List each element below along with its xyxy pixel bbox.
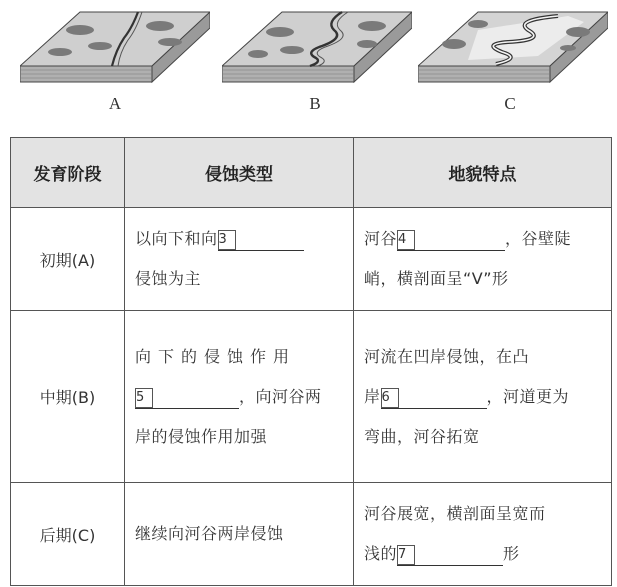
landform-late-text-pre: 河谷展宽，横剖面呈宽而 bbox=[364, 504, 546, 523]
answer-blank-3[interactable] bbox=[218, 230, 304, 251]
landform-early-text-mid: ，谷壁陡 bbox=[505, 229, 572, 248]
table-row bbox=[11, 208, 612, 311]
landform-middle-text-mid: ，河道更为 bbox=[486, 386, 570, 406]
erosion-late bbox=[125, 483, 354, 586]
blank-number-3: 3 bbox=[218, 230, 236, 250]
diagram-b bbox=[222, 8, 412, 90]
erosion-early-text-post: 侵蚀为主 bbox=[135, 269, 202, 288]
erosion-middle bbox=[125, 311, 354, 483]
erosion-middle-text-post1: ，向河谷两 bbox=[239, 386, 322, 406]
table-row bbox=[11, 483, 612, 586]
header-landform-features: 地貌特点 bbox=[354, 138, 612, 208]
blank-number-6: 6 bbox=[381, 388, 399, 408]
stage-late: 后期(C) bbox=[11, 483, 125, 586]
answer-blank-7[interactable] bbox=[397, 545, 503, 566]
header-erosion-type: 侵蚀类型 bbox=[125, 138, 354, 208]
diagram-a-label: A bbox=[108, 94, 122, 113]
landform-late-text-pre2: 浅的 bbox=[364, 544, 398, 563]
erosion-middle-text-pre: 向下的侵蚀作用 bbox=[135, 346, 297, 366]
landform-middle bbox=[354, 311, 612, 483]
landform-middle-text-pre2: 岸 bbox=[364, 386, 381, 406]
diagram-c bbox=[418, 8, 608, 90]
landform-late bbox=[354, 483, 612, 586]
answer-blank-5[interactable] bbox=[135, 388, 239, 409]
valley-diagrams bbox=[0, 0, 617, 125]
diagram-c-label: C bbox=[504, 94, 516, 113]
table-header-row bbox=[11, 138, 612, 208]
landform-middle-text-post: 弯曲，河谷拓宽 bbox=[364, 426, 480, 446]
landform-early-text-post: 峭，横剖面呈“V”形 bbox=[364, 269, 509, 288]
blank-number-5: 5 bbox=[135, 388, 153, 408]
answer-blank-4[interactable] bbox=[397, 230, 505, 251]
erosion-early bbox=[125, 208, 354, 311]
erosion-middle-text-post2: 岸的侵蚀作用加强 bbox=[135, 426, 268, 446]
landform-late-text-post: 形 bbox=[503, 544, 520, 563]
erosion-late-text: 继续向河谷两岸侵蚀 bbox=[135, 524, 284, 543]
table-row bbox=[11, 311, 612, 483]
landform-early-text-pre: 河谷 bbox=[364, 229, 398, 248]
landform-early bbox=[354, 208, 612, 311]
answer-blank-6[interactable] bbox=[381, 388, 487, 409]
diagram-a bbox=[20, 8, 210, 90]
erosion-early-text-pre: 以向下和向 bbox=[135, 229, 218, 248]
stage-early: 初期(A) bbox=[11, 208, 125, 311]
header-stage: 发育阶段 bbox=[11, 138, 125, 208]
stage-middle: 中期(B) bbox=[11, 311, 125, 483]
blank-number-4: 4 bbox=[397, 230, 415, 250]
blank-number-7: 7 bbox=[397, 545, 415, 565]
landform-middle-text-pre: 河流在凹岸侵蚀，在凸 bbox=[364, 346, 530, 366]
diagram-b-label: B bbox=[309, 94, 321, 113]
valley-development-table bbox=[10, 137, 612, 586]
